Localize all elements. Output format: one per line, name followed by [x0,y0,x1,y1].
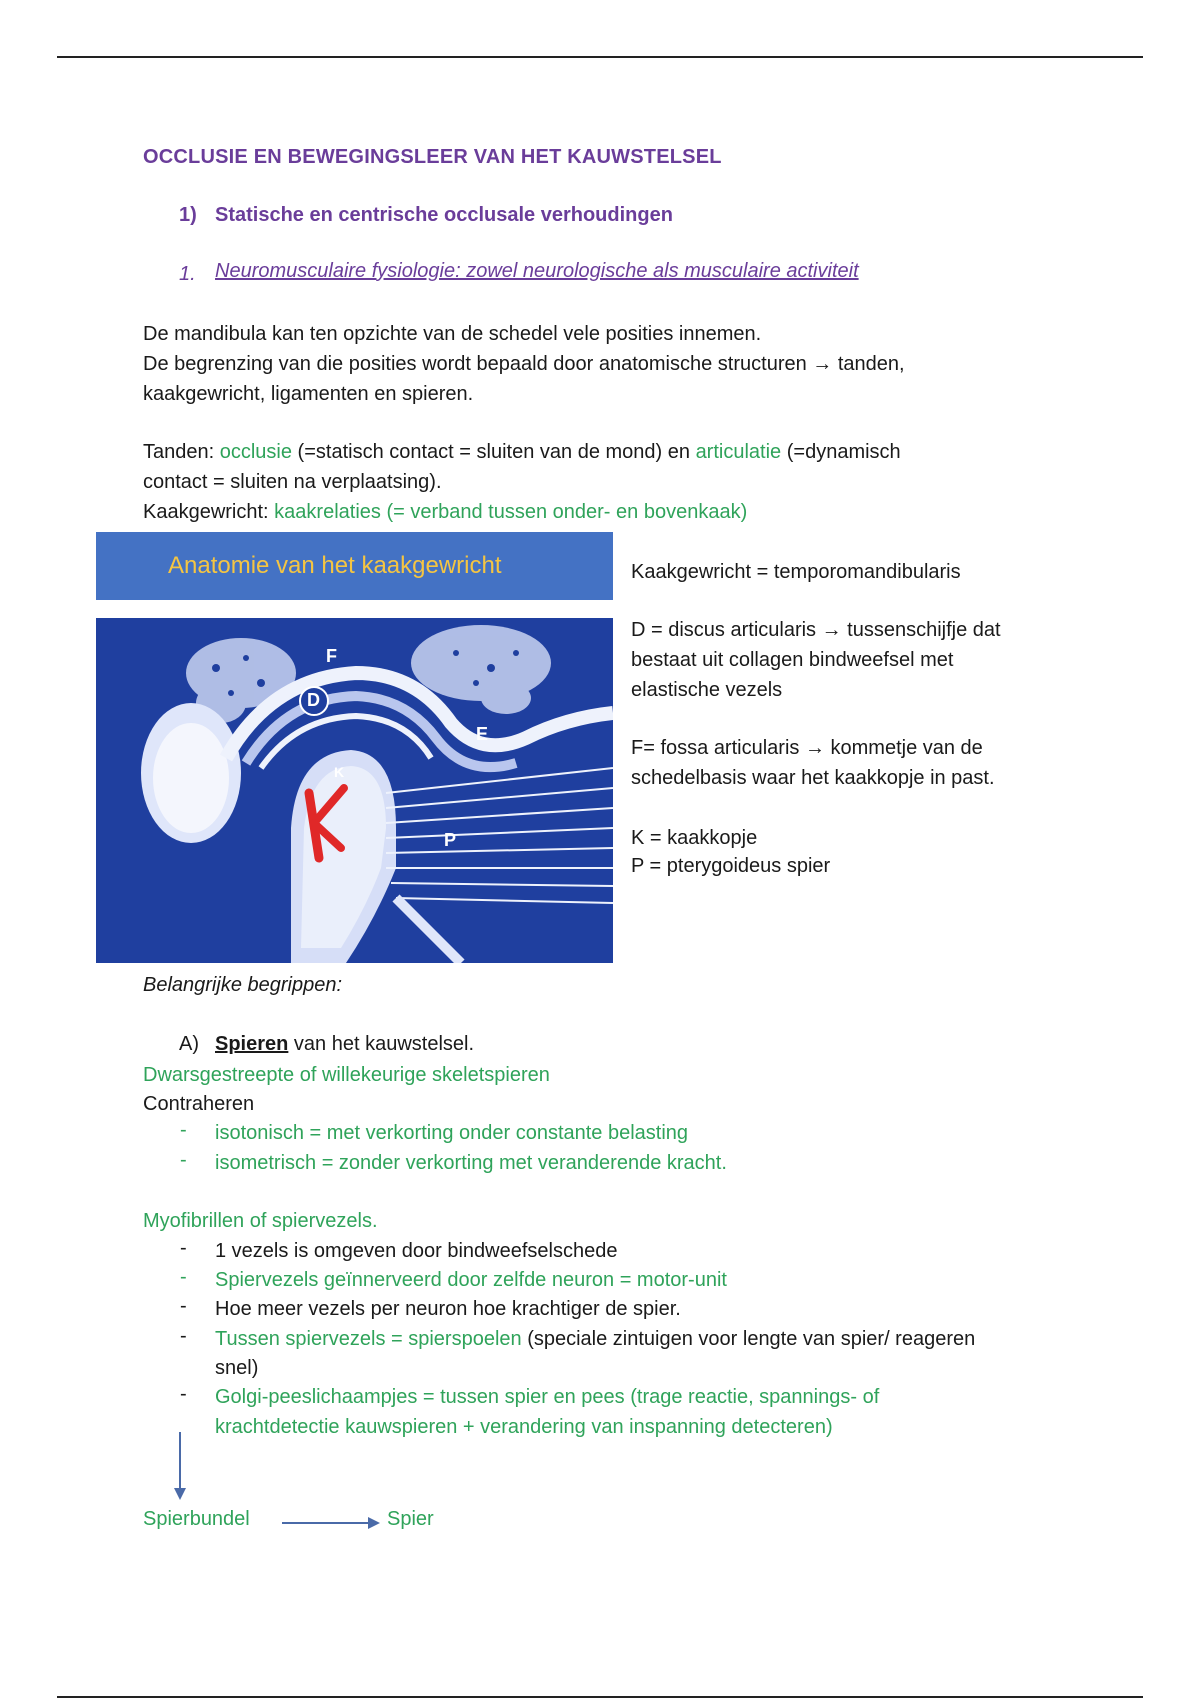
list-item: Golgi-peeslichaampjes = tussen spier en pees (trage reactie, spannings- of [215,1386,880,1408]
paragraph-line: kaakgewricht, ligamenten en spieren. [143,383,474,405]
bullet-dash: - [180,1383,187,1405]
term-text: (speciale zintuigen voor lengte van spier/ reageren [521,1328,976,1350]
list-item: Spiervezels geïnnerveerd door zelfde neuron = motor-unit [215,1269,727,1291]
bullet-dash: - [180,1237,187,1259]
paragraph-tanden [143,438,901,467]
paragraph-kaakgewricht [143,498,747,527]
bullet-dash: - [180,1119,187,1141]
jaw-joint-figure [96,618,613,963]
list-item: isotonisch = met verkorting onder constante belasting [215,1122,689,1144]
side-note-line: P = pterygoideus spier [631,855,831,877]
green-line: Myofibrillen of spiervezels. [143,1210,378,1232]
right-arrow-icon [282,1513,382,1533]
green-line: Dwarsgestreepte of willekeurige skeletspieren [143,1064,550,1086]
term-occlusie: occlusie [219,441,292,463]
figure-label-d: D [307,690,320,710]
side-note-line: K = kaakkopje [631,827,758,849]
side-note-line: Kaakgewricht = temporomandibularis [631,561,961,583]
figure-banner-title: Anatomie van het kaakgewricht [168,552,502,579]
jaw-joint-illustration [96,618,613,963]
term-text: (=statisch contact = sluiten van de mond) en [292,441,696,463]
side-note-line: F= fossa articularis → kommetje van de [631,737,983,759]
list-item-continuation: snel) [215,1357,259,1379]
term-text: (=dynamisch [781,441,901,463]
list-item: Hoe meer vezels per neuron hoe krachtiger de spier. [215,1298,681,1320]
term-kaakrelaties: kaakrelaties (= verband tussen onder- en bovenkaak) [274,501,748,523]
list-item-continuation: krachtdetectie kauwspieren + verandering van inspanning detecteren) [215,1416,833,1438]
section-number: 1) [179,204,197,226]
document-title: OCCLUSIE EN BEWEGINGSLEER VAN HET KAUWSTELSEL [143,146,722,168]
down-arrow-icon [170,1432,190,1504]
side-note-line: bestaat uit collagen bindweefsel met [631,649,954,671]
bullet-dash: - [180,1325,187,1347]
top-rule [57,56,1143,58]
figure-label-f: F [326,646,337,666]
paragraph-line: De begrenzing van die posities wordt bepaald door anatomische structuren → tanden, [143,353,905,375]
paragraph-line: contact = sluiten na verplaatsing). [143,471,442,493]
term-label: Kaakgewricht: [143,501,275,523]
list-letter: A) [179,1033,199,1055]
bottom-rule [57,1696,1143,1698]
bullet-dash: - [180,1295,187,1317]
figure-label-p: P [444,830,457,850]
subsection-number: 1. [179,263,196,285]
bullet-dash: - [180,1149,187,1171]
figure-label-e: E [476,724,489,744]
list-item [215,1325,975,1354]
term-spierspoelen: Tussen spiervezels = spierspoelen [215,1328,522,1350]
list-item-spieren [215,1030,474,1059]
term-articulatie: articulatie [695,441,782,463]
side-note-line: elastische vezels [631,679,783,701]
list-item: isometrisch = zonder verkorting met veranderende kracht. [215,1152,727,1174]
subsection-title: Neuromusculaire fysiologie: zowel neurologische als musculaire activiteit [215,260,859,282]
bundle-label: Spierbundel [143,1508,250,1530]
list-item: 1 vezels is omgeven door bindweefselschede [215,1240,618,1262]
figure-label-k: K [334,764,345,780]
term-label: Tanden: [143,441,220,463]
section-title: Statische en centrische occlusale verhoudingen [215,204,673,226]
bullet-dash: - [180,1266,187,1288]
spier-label: Spier [387,1508,434,1530]
figure-banner [96,532,613,600]
term-spieren: Spieren [215,1033,289,1055]
side-note-line: schedelbasis waar het kaakkopje in past. [631,767,995,789]
concepts-heading: Belangrijke begrippen: [143,974,343,996]
side-note-line: D = discus articularis → tussenschijfje dat [631,619,1001,641]
text-line: Contraheren [143,1093,255,1115]
term-text: van het kauwstelsel. [288,1033,475,1055]
paragraph-line: De mandibula kan ten opzichte van de schedel vele posities innemen. [143,323,762,345]
